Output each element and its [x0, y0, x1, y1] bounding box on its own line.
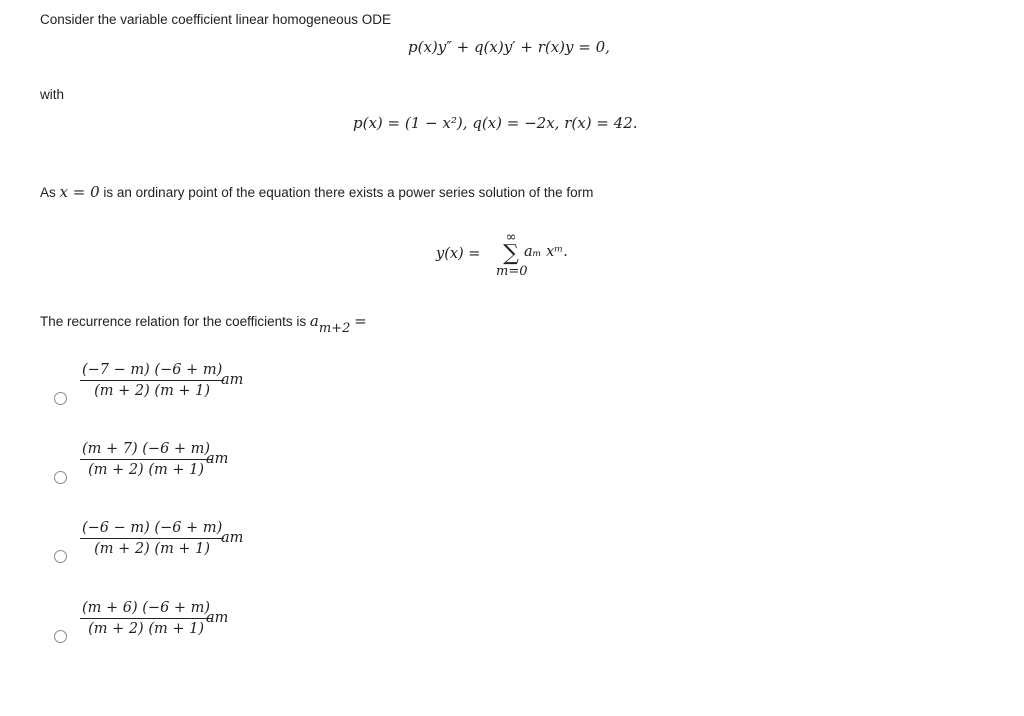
summation-symbol [496, 232, 526, 280]
series-lhs: y(x) = [436, 246, 481, 262]
summation-lower-limit: m=0 [496, 264, 528, 279]
summation-upper-limit: ∞ [505, 230, 517, 245]
ordinary-point-prefix: As [40, 185, 56, 200]
option-3-fraction [80, 520, 224, 557]
option-1-numerator: (−7 − m) (−6 + m) [80, 362, 224, 381]
option-3-denominator: (m + 2) (m + 1) [94, 541, 211, 557]
recurrence-equals: = [354, 312, 367, 330]
option-4-fraction [80, 600, 212, 637]
radio-button-option-2[interactable] [54, 471, 67, 484]
option-4-denominator: (m + 2) (m + 1) [88, 621, 204, 637]
ode-equation: p(x)y″ + q(x)y′ + r(x)y = 0, [408, 38, 610, 56]
radio-button-option-1[interactable] [54, 392, 67, 405]
option-3-numerator: (−6 − m) (−6 + m) [80, 520, 224, 539]
option-2-coefficient: am [206, 451, 229, 467]
option-1-denominator: (m + 2) (m + 1) [94, 383, 211, 399]
option-2-numerator: (m + 7) (−6 + m) [80, 441, 212, 460]
option-1-coefficient: am [221, 372, 244, 388]
answer-option-2[interactable] [54, 441, 354, 491]
series-rhs: aₘ xᵐ. [524, 244, 568, 260]
with-label: with [40, 87, 65, 102]
ordinary-point-math: x = 0 [59, 183, 100, 201]
answer-option-3[interactable] [54, 520, 354, 570]
recurrence-lhs-subscript: m+2 [318, 321, 351, 336]
recurrence-prompt [40, 312, 367, 336]
option-3-coefficient: am [221, 530, 244, 546]
question-intro: Consider the variable coefficient linear homogeneous ODE [40, 12, 391, 27]
recurrence-prefix: The recurrence relation for the coefficients is [40, 314, 307, 329]
option-4-coefficient: am [206, 610, 229, 626]
option-2-denominator: (m + 2) (m + 1) [88, 462, 204, 478]
radio-button-option-3[interactable] [54, 550, 67, 563]
recurrence-lhs: $a_{m+2}$ [309, 312, 351, 336]
answer-option-1[interactable] [54, 362, 354, 412]
answer-option-4[interactable] [54, 600, 354, 650]
option-2-fraction [80, 441, 212, 478]
ordinary-point-sentence [40, 184, 593, 201]
ordinary-point-suffix: is an ordinary point of the equation there exists a power series solution of the form [103, 185, 594, 200]
coefficient-definitions: p(x) = (1 − x²), q(x) = −2x, r(x) = 42. [353, 114, 638, 132]
option-4-numerator: (m + 6) (−6 + m) [80, 600, 212, 619]
sigma-icon: ∑ [503, 241, 519, 266]
radio-button-option-4[interactable] [54, 630, 67, 643]
option-1-fraction [80, 362, 224, 399]
